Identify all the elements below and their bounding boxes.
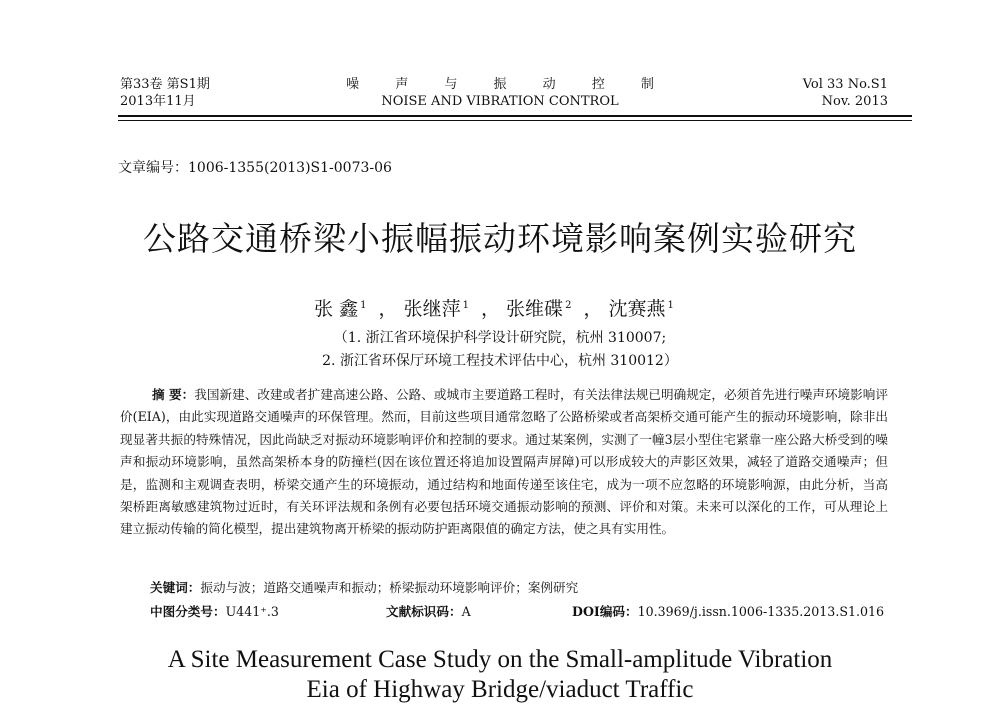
author-affil-mark: 1 xyxy=(462,299,469,311)
journal-name-cn: 噪 声 与 振 动 控 制 xyxy=(346,77,670,92)
document-code-label: 文献标识码： xyxy=(386,604,462,619)
classification-label: 中图分类号： xyxy=(150,604,226,619)
keywords-text: 振动与波；道路交通噪声和振动；桥梁振动环境影响评价；案例研究 xyxy=(200,580,579,595)
header-rule-thick xyxy=(118,115,912,117)
doi-value: 10.3969/j.issn.1006-1335.2013.S1.016 xyxy=(637,604,884,619)
header-right xyxy=(803,76,888,110)
article-number: 文章编号：1006-1355(2013)S1-0073-06 xyxy=(118,160,392,176)
author-affil-mark: 1 xyxy=(360,299,367,311)
author-name: 张继萍 xyxy=(403,298,461,320)
author-affil-mark: 1 xyxy=(667,299,674,311)
title-en xyxy=(0,645,1000,705)
document-code xyxy=(386,601,471,620)
abstract-text: 我国新建、改建或者扩建高速公路、公路、或城市主要道路工程时，有关法律法规已明确规定，必须首先进行噪声环境影响评价(EIA)，由此实现道路交通噪声的环保管理。然而，目前这些项目通常忽略了公路桥梁或者高架桥交通可能产生的振动环境影响，除非出现显著共振的特殊情况，因此尚缺乏对振动环境影响评价和控制的要求。通过某案例，实测了一幢3层小型住宅紧靠一座公路大桥受到的噪声和振动环境影响，虽然高架桥本身的防撞栏(因在该位置还将追加设置隔声屏障)可以形成较大的声影区效果，减轻了道路交通噪声；但是，监测和主观调查表明，桥梁交通产生的环境振动，通过结构和地面传递至该住宅，成为一项不应忽略的环境影响源，由此分析，当高架桥距离敏感建筑物过近时，有关环评法规和条例有必要包括环境交通振动影响的预测、评价和对策。未来可以深化的工作，可从理论上建立振动传输的简化模型，提出建筑物离开桥梁的振动防护距离限值的确定方法，使之具有实用性。 xyxy=(120,387,888,537)
title-en-line-1: A Site Measurement Case Study on the Small-amplitude Vibration xyxy=(167,646,833,673)
authors xyxy=(0,294,1000,321)
affiliation-2: 2. 浙江省环保厅环境工程技术评估中心，杭州 310012） xyxy=(322,353,678,369)
classification-value: U441⁺.3 xyxy=(225,604,279,619)
abstract xyxy=(120,384,888,541)
author-separator: ， xyxy=(480,298,500,320)
doi xyxy=(572,601,884,620)
affiliation-1: （1. 浙江省环境保护科学设计研究院，杭州 310007; xyxy=(333,330,667,346)
header-rule-thin xyxy=(118,120,912,121)
keywords-label: 关键词： xyxy=(150,580,201,595)
author-name: 沈赛燕 xyxy=(608,298,666,320)
title-cn: 公路交通桥梁小振幅振动环境影响案例实验研究 xyxy=(143,219,857,258)
doi-label: DOI编码： xyxy=(572,604,638,619)
author-affil-mark: 2 xyxy=(565,299,572,311)
document-code-value: A xyxy=(461,604,471,619)
keywords xyxy=(150,577,578,596)
issue-date-en: Nov. 2013 xyxy=(821,94,888,109)
volume-en: Vol 33 No.S1 xyxy=(802,77,888,92)
title-en-line-2: Eia of Highway Bridge/viaduct Traffic xyxy=(306,676,694,703)
author-separator: ， xyxy=(583,298,603,320)
abstract-label: 摘 要： xyxy=(152,387,195,402)
issue-date-cn: 2013年11月 xyxy=(120,94,196,109)
author-name: 张 鑫 xyxy=(314,298,359,320)
author-name: 张维碟 xyxy=(506,298,564,320)
author-separator: ， xyxy=(378,298,398,320)
journal-name-en: NOISE AND VIBRATION CONTROL xyxy=(381,94,619,109)
classification-number xyxy=(150,601,279,620)
volume-issue: 第33卷 第S1期 xyxy=(120,77,210,92)
